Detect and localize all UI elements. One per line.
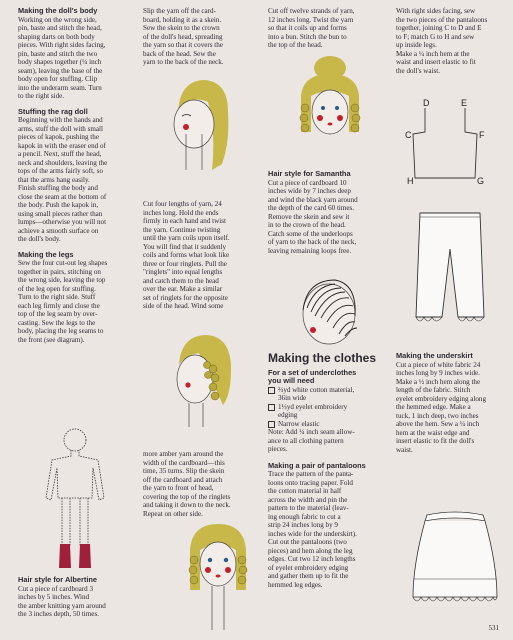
- checkbox-icon: [268, 404, 275, 411]
- paragraph-bun: Cut off twelve strands of yarn, 12 inches long. Twist the yarn so that it coils up and forms into a bun. Stitch the bun to the top of the head.: [268, 7, 355, 49]
- column-2-ringlets: [143, 200, 251, 311]
- doll-albertine-illustration: [178, 520, 258, 640]
- heading-albertine: Hair style for Albertine: [18, 575, 97, 584]
- column-3-clothes: [268, 351, 378, 589]
- paragraph-more-yarn: more amber yarn around the width of the cardboard—this time, 35 turns. Slip the skein off the cardboard and attach the yarn to front of head, covering the top of the ringlets and taking it down to the neck. Repeat on other side.: [143, 450, 231, 518]
- label-h: H: [407, 176, 414, 186]
- albertine-section: [18, 576, 126, 619]
- list-item: Narrow elastic: [268, 420, 378, 429]
- heading-pantaloons: Making a pair of pantaloons: [268, 460, 366, 470]
- list-item: 1⅓yd eyelet embroidery edging: [268, 403, 378, 420]
- label-g: G: [477, 176, 485, 186]
- pantaloons-illustration: [410, 205, 495, 335]
- column-3-samantha: [268, 170, 378, 255]
- list-item: ⅔yd white cotton material, 36in wide: [268, 386, 378, 403]
- doll-samantha-illustration: [285, 270, 375, 350]
- label-d: D: [423, 98, 430, 108]
- column-3: [268, 0, 378, 50]
- label-f: F: [479, 130, 485, 140]
- doll-body-diagram: [40, 428, 110, 578]
- label-e: E: [461, 98, 468, 108]
- paragraph-albertine: Cut a piece of cardboard 3 inches by 5 inches. Wind the amber knitting yarn around the 3 inches depth, 50 times.: [18, 584, 106, 619]
- underskirt-illustration: [405, 505, 505, 615]
- paragraph-pantaloons: Trace the pattern of the panta- loons onto tracing paper. Fold the cotton material in half across the width and pin the pattern to the material (leav- ing enough fabric to cut a strip 24 inches long by 9 inches wide for the underskirt). Cut out the pantaloons (two pieces) and hem along the leg edges. Cut two 12 inch lengths of eyelet embroidery edging and gather them up to fit the hemmed leg edges.: [268, 470, 357, 589]
- checkbox-icon: [268, 387, 275, 394]
- paragraph-note: Note: Add ¼ inch seam allow- ance to all clothing pattern pieces.: [268, 428, 355, 454]
- paragraph-underskirt: Cut a piece of white fabric 24 inches long by 9 inches wide. Make a ½ inch hem along the length of the fabric. Stitch eyelet embroidery edging along the hemmed edge. Make a tuck, 1 inch deep, two inches above the hem. Sew a ¼ inch hem at the waist edge and insert elastic to fit the doll's waist.: [396, 360, 487, 454]
- heading-underskirt: Making the underskirt: [396, 351, 473, 360]
- column-2: [143, 0, 251, 67]
- heading-underclothes: For a set of underclothes you will need: [268, 367, 357, 386]
- doll-head-ringlets-illustration: [165, 325, 245, 435]
- doll-bun-illustration: [285, 52, 375, 164]
- heading-dolls-body: Making the doll's body: [18, 6, 98, 15]
- page-number: 531: [488, 624, 499, 632]
- column-4: [396, 0, 504, 75]
- column-1: [18, 0, 126, 344]
- paragraph-legs: Sew the four cut-out leg shapes together in pairs, stitching on the wrong side, leaving the top of the leg open for stuffing. Turn to the right side. Stuff each leg firmly and close the top of the leg seam by over- casting. Sew the legs to the body, placing the leg seams to the front (see diagram).: [18, 259, 108, 344]
- column-4-underskirt: [396, 352, 504, 454]
- heading-legs: Making the legs: [18, 249, 74, 259]
- checkbox-icon: [268, 421, 275, 428]
- paragraph-ringlets: Cut four lengths of yarn, 24 inches long. Hold the ends firmly in each hand and twist the yarn. Continue twisting until the yarn coils upon itself. You will find that it suddenly coils and forms what look like three or four ringlets. Pull the "ringlets" into equal lengths and catch them to the head over the ear. Make a similar set of ringlets for the opposite side of the head. Wind some: [143, 200, 230, 310]
- label-c: C: [405, 130, 412, 140]
- right-boot: [79, 544, 91, 568]
- heading-making-clothes: Making the clothes: [268, 351, 377, 365]
- paragraph-stuffing: Beginning with the hands and arms, stuff the doll with small pieces of kapok, pushing the kapok in with the eraser end of a pencil. Next, stuff the head, neck and shoulders, leaving the tops of the arms fairly soft, so that the arms hang easily. Finish stuffing the body and close the seam at the bottom of the body. Push the kapok in, using small pieces rather than lumps—otherwise you will not achieve a smooth surface on the doll's body.: [18, 116, 108, 244]
- heading-samantha: Hair style for Samantha: [268, 169, 351, 178]
- paragraph-join: With right sides facing, sew the two pieces of the pantaloons together, joining C to D and E to F; match G to H and sew up inside legs. Make a ¼ inch hem at the waist and insert elastic to fit the doll's waist.: [396, 7, 488, 75]
- paragraph-dolls-body: Working on the wrong side, pin, baste and stitch the head, shaping darts on both body pieces. With right sides facing, pin, baste and stitch the two body shapes together (¼ inch seam), leaving the base of the body open for stuffing. Clip into the underarm seam. Turn to the right side.: [18, 15, 106, 101]
- doll-head-skein-illustration: [160, 72, 240, 182]
- paragraph-samantha: Cut a piece of cardboard 10 inches wide by 7 inches deep and wind the black yarn around the depth of the card 60 times. Remove the skein and sew it in to the crown of the head. Catch some of the underloops of yarn to the back of the neck, leaving remaining loops free.: [268, 178, 358, 255]
- paragraph-skein: Slip the yarn off the card- board, holding it as a skein. Sew the skein to the crown of the doll's head, spreading the yarn so that it covers the back of the head. Sew the yarn to the back of the neck.: [143, 7, 224, 66]
- heading-stuffing: Stuffing the rag doll: [18, 106, 88, 116]
- left-boot: [59, 544, 71, 568]
- pattern-diagram: [405, 98, 500, 203]
- column-2-more: [143, 450, 251, 518]
